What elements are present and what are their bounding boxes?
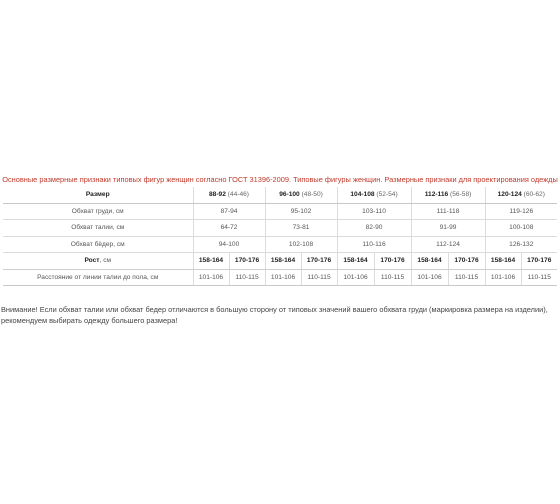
table-cell: 91-99 <box>411 220 485 237</box>
table-cell: 170-176 <box>229 253 265 270</box>
table-cell: 158-164 <box>265 253 301 270</box>
table-cell: 102-108 <box>265 236 337 253</box>
table-cell: 158-164 <box>337 253 374 270</box>
table-cell: 103-110 <box>337 203 411 220</box>
table-cell: 170-176 <box>301 253 337 270</box>
size-header-cell: 88-92 (44-46) <box>193 187 265 203</box>
table-cell: 112-124 <box>411 236 485 253</box>
table-cell: 158-164 <box>485 253 521 270</box>
table-cell: 101-106 <box>485 269 521 286</box>
table-cell: 101-106 <box>337 269 374 286</box>
chest-label: Обхват груди, см <box>3 203 193 220</box>
waist-row <box>3 220 557 237</box>
table-cell: 87-94 <box>193 203 265 220</box>
table-cell: 100-108 <box>485 220 557 237</box>
size-header-cell: 120-124 (60-62) <box>485 187 557 203</box>
table-cell: 158-164 <box>411 253 448 270</box>
table-cell: 110-115 <box>229 269 265 286</box>
size-header-cell: 96-100 (48-50) <box>265 187 337 203</box>
distance-row <box>3 269 557 286</box>
table-caption: Основные размерные признаки типовых фигур женщин согласно ГОСТ 31396-2009. Типовые фигуры женщин. Размерные признаки для проектирования одежды <box>2 175 558 184</box>
height-row <box>3 253 557 270</box>
size-table <box>3 187 557 286</box>
table-cell: 110-115 <box>374 269 411 286</box>
size-header-row <box>3 187 557 203</box>
height-label: Рост, см <box>3 253 193 270</box>
table-cell: 73-81 <box>265 220 337 237</box>
size-header-label: Размер <box>3 187 193 203</box>
distance-label: Расстояние от линии талии до пола, см <box>3 269 193 286</box>
table-cell: 101-106 <box>193 269 229 286</box>
hips-row <box>3 236 557 253</box>
table-cell: 110-115 <box>521 269 557 286</box>
table-cell: 101-106 <box>411 269 448 286</box>
table-cell: 170-176 <box>521 253 557 270</box>
table-cell: 101-106 <box>265 269 301 286</box>
size-header-cell: 112-116 (56-58) <box>411 187 485 203</box>
table-cell: 119-126 <box>485 203 557 220</box>
table-cell: 110-115 <box>448 269 485 286</box>
table-cell: 111-118 <box>411 203 485 220</box>
table-cell: 110-115 <box>301 269 337 286</box>
table-cell: 94-100 <box>193 236 265 253</box>
table-cell: 158-164 <box>193 253 229 270</box>
table-cell: 126-132 <box>485 236 557 253</box>
warning-notice: Внимание! Если обхват талии или обхват бедер отличаются в большую сторону от типовых значений вашего обхвата груди (маркировка размера на изделии), рекомендуем выбирать одежду большего размера! <box>1 305 548 325</box>
table-cell: 64-72 <box>193 220 265 237</box>
table-cell: 110-116 <box>337 236 411 253</box>
table-cell: 170-176 <box>448 253 485 270</box>
size-header-cell: 104-108 (52-54) <box>337 187 411 203</box>
waist-label: Обхват талии, см <box>3 220 193 237</box>
table-cell: 82-90 <box>337 220 411 237</box>
hips-label: Обхват бёдер, см <box>3 236 193 253</box>
table-cell: 170-176 <box>374 253 411 270</box>
table-cell: 95-102 <box>265 203 337 220</box>
chest-row <box>3 203 557 220</box>
